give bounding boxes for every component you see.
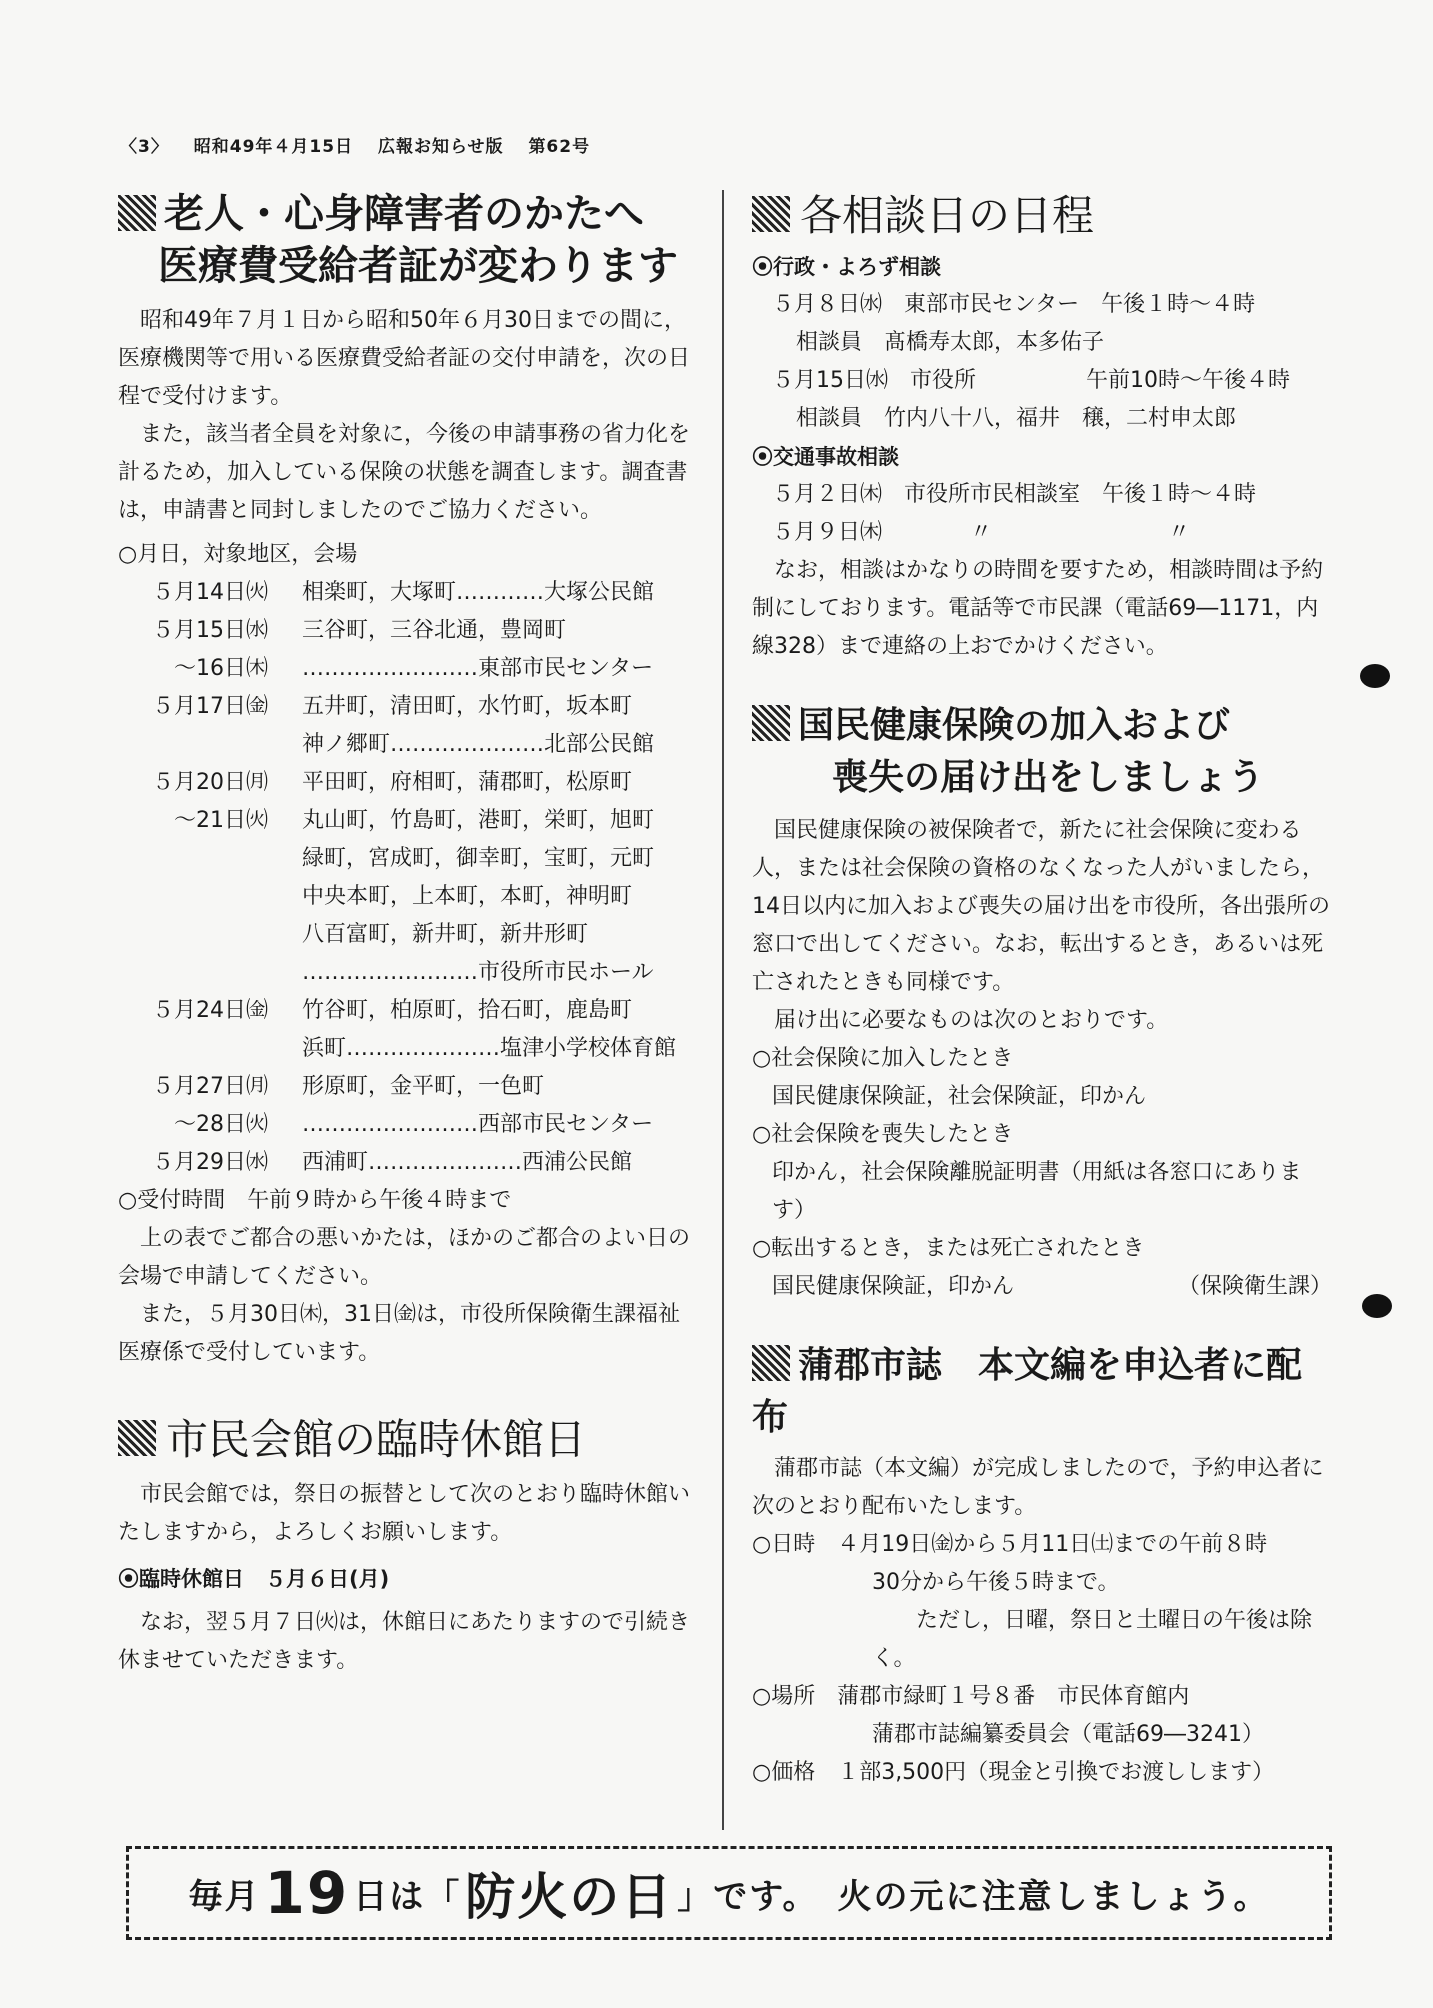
banner-text: 」です。 火の元に注意しましょう。 (677, 1876, 1270, 1917)
case-detail-row (752, 1268, 1332, 1306)
list-item: ～16日㈭ ……………………東部市民センター (152, 656, 654, 681)
case-heading: ○社会保険を喪失したとき (752, 1122, 1014, 1147)
list-item: 浜町…………………塩津小学校体育館 (302, 1036, 677, 1061)
list-item: ～21日㈫ 丸山町，竹島町，港町，栄町，旭町 (152, 808, 655, 833)
paragraph: なお，翌５月７日㈫は，休館日にあたりますので引続き休ませていただきます。 (118, 1610, 691, 1673)
medical-certificate-article (118, 188, 698, 1372)
consultation-type: ⦿行政・よろず相談 (752, 255, 941, 279)
ink-blot (1362, 1294, 1392, 1318)
paragraph: また，該当者全員を対象に，今後の申請事務の省力化を計るため，加入している保険の状態を調査します。調査書は，申請書と同封しましたのでご協力ください。 (118, 422, 691, 523)
paragraph: 国民健康保険の被保険者で，新たに社会保険に変わる人，または社会保険の資格のなくなった人がいましたら，14日以内に加入および喪失の届け出を市役所，各出張所の窓口で出してください。なお，転出するとき，あるいは死亡されたときも同様です。 (752, 818, 1330, 995)
list-item: ５月17日㈮ 五井町，清田町，水竹町，坂本町 (152, 694, 633, 719)
schedule-line: ５月９日㈭ 〃 〃 (772, 520, 1191, 545)
list-item: ５月29日㈬ 西浦町…………………西浦公民館 (152, 1150, 633, 1175)
paragraph: 昭和49年７月１日から昭和50年６月30日までの間に，医療機関等で用いる医療費受給者証の交付申請を，次の日程で受付けます。 (118, 308, 691, 409)
hatch-icon (118, 195, 156, 231)
fire-prevention-banner (126, 1846, 1332, 1940)
hatch-icon (752, 196, 790, 232)
paragraph: 上の表でご都合の悪いかたは，ほかのご都合のよい日の会場で申請してください。 (118, 1226, 691, 1289)
hatch-icon (118, 1420, 156, 1456)
ink-blot (1360, 664, 1390, 688)
article-title-line2: 喪失の届け出をしましょう (832, 757, 1265, 798)
list-item: ５月24日㈮ 竹谷町，柏原町，拾石町，鹿島町 (152, 998, 633, 1023)
page-header (120, 132, 608, 157)
case-detail: 印かん，社会保険離脱証明書（用紙は各窓口にあります） (772, 1160, 1302, 1223)
schedule-line: ５月15日㈬ 市役所 午前10時～午後４時 (772, 368, 1290, 393)
banner-text: 日は「 (353, 1876, 462, 1917)
article-title: 蒲郡市誌 本文編を申込者に配布 (752, 1345, 1303, 1438)
list-item: ……………………市役所市民ホール (302, 960, 654, 985)
health-insurance-article (752, 700, 1332, 1306)
banner-keyword: 防火の日 (465, 1868, 674, 1926)
paragraph: 届け出に必要なものは次のとおりです。 (774, 1008, 1169, 1033)
consultation-article (752, 188, 1332, 666)
left-column (118, 188, 698, 1680)
issue-number: 第62号 (528, 137, 591, 157)
case-heading: ○社会保険に加入したとき (752, 1046, 1014, 1071)
issue-date: 昭和49年４月15日 (193, 137, 354, 157)
distribution-place: ○場所 蒲郡市緑町１号８番 市民体育館内 (752, 1684, 1190, 1709)
closure-date: ⦿臨時休館日 ５月６日(月) (118, 1567, 390, 1591)
banner-text: 毎月 (188, 1876, 261, 1917)
right-column (752, 188, 1332, 1792)
civic-hall-article (118, 1412, 698, 1680)
case-heading: ○転出するとき，または死亡されたとき (752, 1236, 1145, 1261)
schedule-line: ５月２日㈭ 市役所市民相談室 午後１時～４時 (772, 482, 1257, 507)
paragraph: また，５月30日㈭，31日㈮は，市役所保険衛生課福祉医療係で受付しています。 (118, 1302, 680, 1365)
list-item: 八百富町，新井町，新井形町 (302, 922, 589, 947)
article-title: 老人・心身障害者のかたへ (118, 188, 698, 240)
page-number: 〈3〉 (120, 137, 169, 157)
article-title: 各相談日の日程 (752, 188, 1332, 244)
list-item: ５月20日㈪ 平田町，府相町，蒲郡町，松原町 (152, 770, 633, 795)
schedule-line: ５月８日㈬ 東部市民センター 午後１時～４時 (772, 292, 1256, 317)
list-item: ５月15日㈬ 三谷町，三谷北通，豊岡町 (152, 618, 567, 643)
distribution-place-cont: 蒲郡市誌編纂委員会（電話69―3241） (872, 1722, 1264, 1747)
hatch-icon (752, 705, 790, 741)
publication-name: 広報お知らせ版 (378, 137, 504, 157)
list-item: ～28日㈫ ……………………西部市民センター (152, 1112, 654, 1137)
schedule-list (118, 574, 698, 1182)
paragraph: 市民会館では，祭日の振替として次のとおり臨時休館いたしますから，よろしくお願いします。 (118, 1482, 691, 1545)
staff-line: 相談員 竹内八十八，福井 穣，二村申太郎 (796, 406, 1237, 431)
banner-day-number: 19 (264, 1859, 350, 1927)
case-detail: 国民健康保険証，印かん (772, 1274, 1015, 1299)
list-item: ５月27日㈪ 形原町，金平町，一色町 (152, 1074, 545, 1099)
distribution-note: ただし，日曜，祭日と土曜日の午後は除く。 (872, 1608, 1313, 1671)
department-label: （保険衛生課） (1177, 1274, 1332, 1299)
column-divider (722, 190, 724, 1830)
list-item: 緑町，宮成町，御幸町，宝町，元町 (302, 846, 655, 871)
reception-time: ○受付時間 午前９時から午後４時まで (118, 1188, 512, 1213)
staff-line: 相談員 髙橋寿太郎，本多佑子 (796, 330, 1105, 355)
paragraph: 蒲郡市誌（本文編）が完成しましたので，予約申込者に次のとおり配布いたします。 (752, 1456, 1324, 1519)
article-title-line2: 医療費受給者証が変わります (158, 243, 678, 289)
article-title: 国民健康保険の加入および (752, 700, 1332, 752)
list-item: 神ノ郷町…………………北部公民館 (302, 732, 655, 757)
hatch-icon (752, 1345, 790, 1381)
case-detail: 国民健康保険証，社会保険証，印かん (772, 1084, 1147, 1109)
list-item: 中央本町，上本町，本町，神明町 (302, 884, 633, 909)
consultation-type: ⦿交通事故相談 (752, 445, 899, 469)
article-title: 市民会館の臨時休館日 (118, 1412, 698, 1468)
distribution-date-cont: 30分から午後５時まで。 (872, 1570, 1120, 1595)
distribution-date: ○日時 ４月19日㈮から５月11日㈯までの午前８時 (752, 1532, 1268, 1557)
paragraph: なお，相談はかなりの時間を要すため，相談時間は予約制にしております。電話等で市民課（電話69―1171，内線328）まで連絡の上おでかけください。 (752, 558, 1324, 659)
schedule-heading: ○月日，対象地区，会場 (118, 542, 358, 567)
distribution-price: ○価格 １部3,500円（現金と引換でお渡しします） (752, 1760, 1275, 1785)
city-history-article (752, 1340, 1332, 1792)
list-item: ５月14日㈫ 相楽町，大塚町…………大塚公民館 (152, 580, 655, 605)
